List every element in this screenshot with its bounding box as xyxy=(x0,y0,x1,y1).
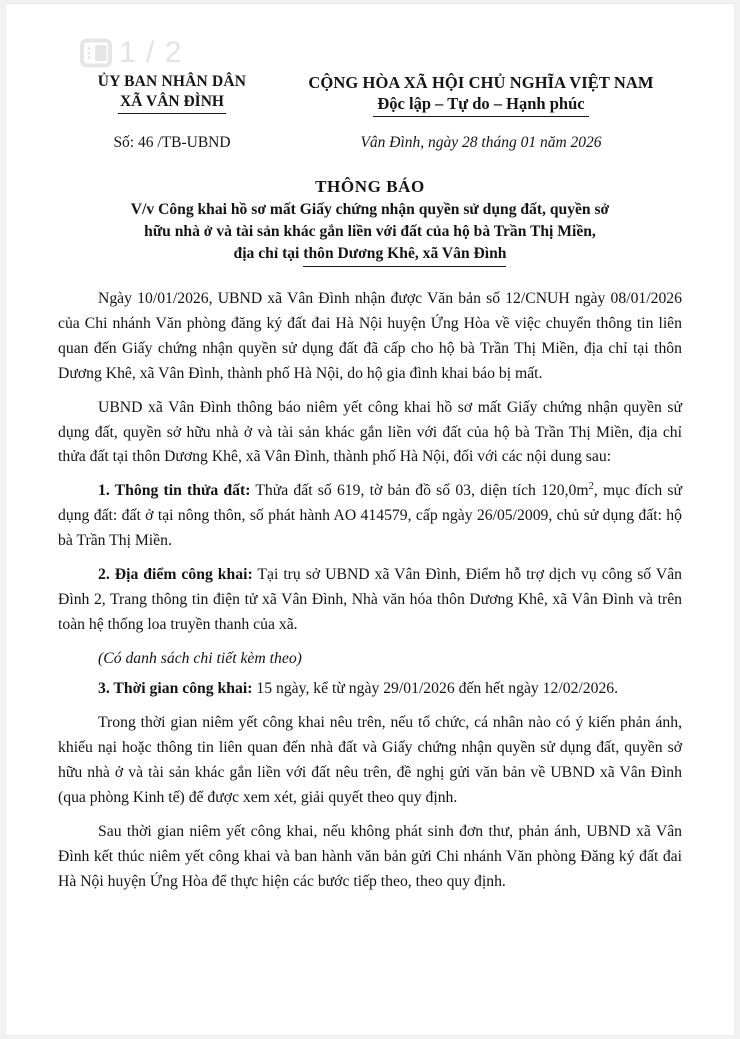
authority-line-1: ỦY BAN NHÂN DÂN xyxy=(97,73,247,90)
section-3-label: 3. Thời gian công khai: xyxy=(98,680,253,698)
section-1-area-unit-superscript: 2 xyxy=(588,481,594,493)
issuing-authority xyxy=(58,72,286,114)
title-block xyxy=(6,176,734,268)
letterhead xyxy=(6,72,734,117)
section-1-parcel-info xyxy=(58,479,682,554)
subject-line-3-prefix: địa chỉ tại xyxy=(233,245,304,263)
page-number-label: 1 / 2 xyxy=(119,36,183,69)
place-and-date: Vân Đình, ngày 28 tháng 01 năm 2026 xyxy=(360,133,602,151)
attachment-note: (Có danh sách chi tiết kèm theo) xyxy=(98,649,302,667)
section-3-text: 15 ngày, kể từ ngày 29/01/2026 đến hết ngày 12/02/2026. xyxy=(252,680,619,698)
section-3-public-duration xyxy=(58,677,682,702)
section-2-label: 2. Địa điểm công khai: xyxy=(98,565,253,583)
subject-line-2: hữu nhà ở và tài sản khác gắn liền với đất của hộ bà Trần Thị Miền, xyxy=(144,222,596,240)
document-subject xyxy=(54,199,686,267)
section-1-text-a: Thửa đất số 619, tờ bản đồ số 03, diện tích 120,0m xyxy=(250,482,589,500)
national-name: CỘNG HÒA XÃ HỘI CHỦ NGHĨA VIỆT NAM xyxy=(308,73,654,92)
document-type-title: THÔNG BÁO xyxy=(315,176,425,196)
national-heading xyxy=(286,72,676,117)
document-number: Số: 46 /TB-UBND xyxy=(113,133,231,151)
section-1-text-b: , mục đích sử dụng đất: đất ở tại nông thôn, số phát hành AO 414579, cấp ngày 26/05/2009, chủ sử dụng đất: hộ bà Trần Thị Miền. xyxy=(58,482,682,550)
subject-line-3-address: thôn Dương Khê, xã Vân Đình xyxy=(303,243,506,267)
paragraph-public-posting: UBND xã Vân Đình thông báo niêm yết công khai hồ sơ mất Giấy chứng nhận quyền sử dụng đất, quyền sở hữu nhà ở và tài sản khác gắn liền với đất của hộ bà Trần Thị Miền, địa chỉ thửa đất tại thôn Dương Khê, xã Vân Đình, thành phố Hà Nội, đối với các nội dung sau: xyxy=(58,398,682,466)
paragraph-after-posting: Sau thời gian niêm yết công khai, nếu không phát sinh đơn thư, phản ánh, UBND xã Vân Đình kết thúc niêm yết công khai và ban hành văn bản gửi Chi nhánh Văn phòng Đăng ký đất đai Hà Nội huyện Ứng Hòa để thực hiện các bước tiếp theo, theo quy định. xyxy=(58,822,682,890)
section-2-text: Tại trụ sở UBND xã Vân Đình, Điểm hỗ trợ dịch vụ công số Vân Đình 2, Trang thông tin điện tử xã Vân Đình, Nhà văn hóa thôn Dương Khê, xã Vân Đình và trên toàn hệ thống loa truyền thanh của xã. xyxy=(58,565,682,633)
subject-line-1: V/v Công khai hồ sơ mất Giấy chứng nhận quyền sử dụng đất, quyền sở xyxy=(130,200,610,218)
section-1-label: 1. Thông tin thửa đất: xyxy=(98,482,251,500)
document-page xyxy=(6,4,734,1035)
national-motto: Độc lập – Tự do – Hạnh phúc xyxy=(373,93,588,116)
paragraph-objection-procedure: Trong thời gian niêm yết công khai nêu trên, nếu tổ chức, cá nhân nào có ý kiến phản ánh, khiếu nại hoặc thông tin liên quan đến nhà đất và Giấy chứng nhận quyền sử dụng đất, quyền sở hữu nhà ở và tài sản khác gắn liền với đất nêu trên, đề nghị gửi văn bản về UBND xã Vân Đình (qua phòng Kinh tế) để được xem xét, giải quyết theo quy định. xyxy=(58,714,682,806)
authority-line-2: XÃ VÂN ĐÌNH xyxy=(118,92,226,114)
document-meta xyxy=(6,134,734,152)
paragraph-receipt-notice: Ngày 10/01/2026, UBND xã Vân Đình nhận được Văn bản số 12/CNUH ngày 08/01/2026 của Chi nhánh Văn phòng đăng ký đất đai Hà Nội huyện Ứng Hòa về việc chuyển thông tin liên quan đến Giấy chứng nhận quyền sử dụng đất đã cấp cho hộ bà Trần Thị Miền, địa chỉ tại thôn Dương Khê, xã Vân Đình, thành phố Hà Nội, do hộ gia đình khai báo bị mất. xyxy=(58,290,682,382)
section-2-public-location xyxy=(58,563,682,638)
document-body xyxy=(6,287,734,894)
document-content xyxy=(6,4,734,897)
